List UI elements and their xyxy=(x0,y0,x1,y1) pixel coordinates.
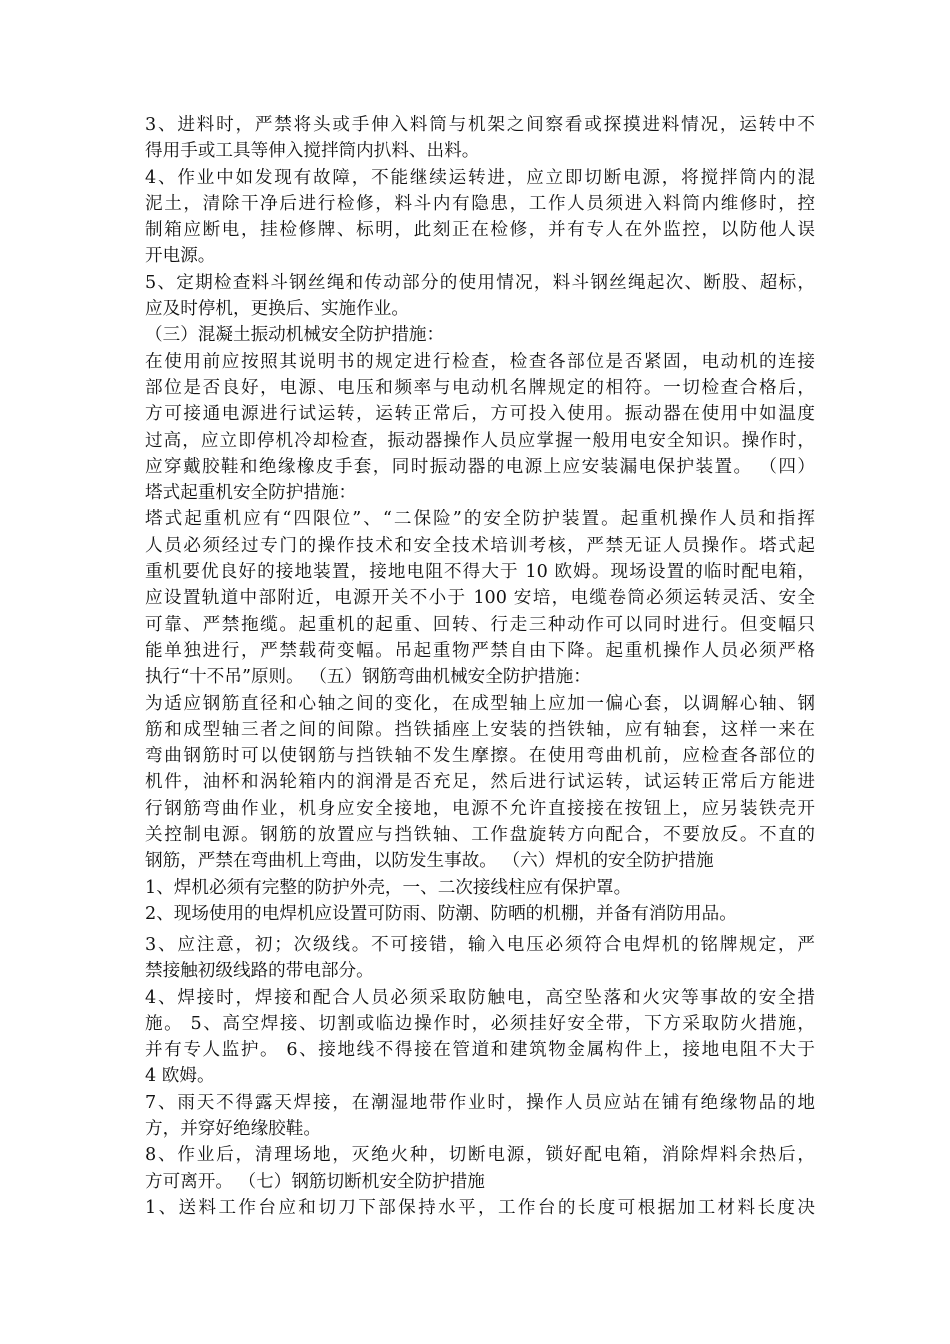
text-line: 人员必须经过专门的操作技术和安全技术培训考核，严禁无证人员操作。塔式起 xyxy=(145,535,815,556)
text-line: 5、定期检查料斗钢丝绳和传动部分的使用情况，料斗钢丝绳起次、断股、超标， xyxy=(145,272,815,293)
text-line: 筋和成型轴三者之间的间隙。挡铁插座上安装的挡铁轴，应有轴套，这样一来在 xyxy=(145,719,815,740)
text-block-upper xyxy=(145,112,815,927)
text-line: 应设置轨道中部附近，电源开关不小于 100 安培，电缆卷筒必须运转灵活、安全 xyxy=(145,588,815,609)
text-line: 为适应钢筋直径和心轴之间的变化，在成型轴上应加一偏心套，以调解心轴、钢 xyxy=(145,693,815,714)
text-line: 4、作业中如发现有故障，不能继续运转进，应立即切断电源，将搅拌筒内的混 xyxy=(145,167,815,188)
text-line: 方，并穿好绝缘胶鞋。 xyxy=(145,1119,321,1140)
text-line: 施。 5、高空焊接、切割或临边操作时，必须挂好安全带，下方采取防火措施， xyxy=(145,1013,815,1034)
text-line: 泥土，清除干净后进行检修，料斗内有隐患，工作人员须进入料筒内维修时，控 xyxy=(145,193,815,214)
text-line: 能单独进行，严禁载荷变幅。吊起重物严禁自由下降。起重机操作人员必须严格 xyxy=(145,640,815,661)
text-line: 重机要优良好的接地装置，接地电阻不得大于 10 欧姆。现场设置的临时配电箱， xyxy=(145,562,815,583)
text-line: 关控制电源。钢筋的放置应与挡铁轴、工作盘旋转方向配合，不要放反。不直的 xyxy=(145,825,815,846)
text-line: 2、现场使用的电焊机应设置可防雨、防潮、防晒的机棚，并备有消防用品。 xyxy=(145,903,737,924)
text-line: 机件，油杯和涡轮箱内的润滑是否充足，然后进行试运转，试运转正常后方能进 xyxy=(145,772,815,793)
text-line: 塔式起重机应有“四限位”、“二保险”的安全防护装置。起重机操作人员和指挥 xyxy=(145,509,815,530)
text-line: 可靠、严禁拖缆。起重机的起重、回转、行走三种动作可以同时进行。但变幅只 xyxy=(145,614,815,635)
text-line: 部位是否良好，电源、电压和频率与电动机名牌规定的相符。一切检查合格后， xyxy=(145,377,815,398)
text-line: 得用手或工具等伸入搅拌筒内扒料、出料。 xyxy=(145,141,480,162)
text-line: 1、焊机必须有完整的防护外壳，一、二次接线柱应有保护罩。 xyxy=(145,877,632,898)
text-line: 4、焊接时，焊接和配合人员必须采取防触电，高空坠落和火灾等事故的安全措 xyxy=(145,987,815,1008)
text-line: 禁接触初级线路的带电部分。 xyxy=(145,961,374,982)
text-block-lower xyxy=(145,932,815,1221)
text-line: 1、送料工作台应和切刀下部保持水平，工作台的长度可根据加工材料长度决 xyxy=(145,1197,815,1218)
text-line: 3、应注意，初；次级线。不可接错，输入电压必须符合电焊机的铭牌规定，严 xyxy=(145,935,815,955)
text-line: 方可离开。 （七）钢筋切断机安全防护措施 xyxy=(145,1171,485,1192)
text-line: 7、雨天不得露天焊接，在潮湿地带作业时，操作人员应站在铺有绝缘物品的地 xyxy=(145,1092,815,1113)
text-line: 在使用前应按照其说明书的规定进行检查，检查各部位是否紧固，电动机的连接 xyxy=(145,351,815,372)
text-line: 8、作业后，清理场地，灭绝火种，切断电源，锁好配电箱，消除焊料余热后， xyxy=(145,1145,815,1166)
section-heading: 塔式起重机安全防护措施： xyxy=(145,483,357,504)
text-line: 钢筋，严禁在弯曲机上弯曲，以防发生事故。 （六）焊机的安全防护措施 xyxy=(145,851,714,872)
text-line: 应穿戴胶鞋和绝缘橡皮手套，同时振动器的电源上应安装漏电保护装置。 （四） xyxy=(145,456,815,477)
text-line: 行钢筋弯曲作业，机身应安全接地，电源不允许直接接在按钮上，应另装铁壳开 xyxy=(145,798,815,819)
text-line: 弯曲钢筋时可以使钢筋与挡铁轴不发生摩擦。在使用弯曲机前，应检查各部位的 xyxy=(145,746,815,767)
text-line: 执行“十不吊”原则。 （五）钢筋弯曲机械安全防护措施： xyxy=(145,667,591,688)
section-heading: （三）混凝土振动机械安全防护措施： xyxy=(145,325,445,346)
text-line: 方可接通电源进行试运转，运转正常后，方可投入使用。振动器在使用中如温度 xyxy=(145,404,815,425)
text-line: 制箱应断电，挂检修牌、标明，此刻正在检修，并有专人在外监控，以防他人误 xyxy=(145,220,815,241)
text-line: 应及时停机，更换后、实施作业。 xyxy=(145,299,409,320)
text-line: 3、进料时，严禁将头或手伸入料筒与机架之间察看或探摸进料情况，运转中不 xyxy=(145,115,815,135)
text-line: 并有专人监护。 6、接地线不得接在管道和建筑物金属构件上，接地电阻不大于 xyxy=(145,1040,815,1061)
text-line: 过高，应立即停机冷却检查，振动器操作人员应掌握一般用电安全知识。操作时， xyxy=(145,430,815,451)
text-line: 4 欧姆。 xyxy=(145,1066,215,1087)
text-line: 开电源。 xyxy=(145,246,216,267)
